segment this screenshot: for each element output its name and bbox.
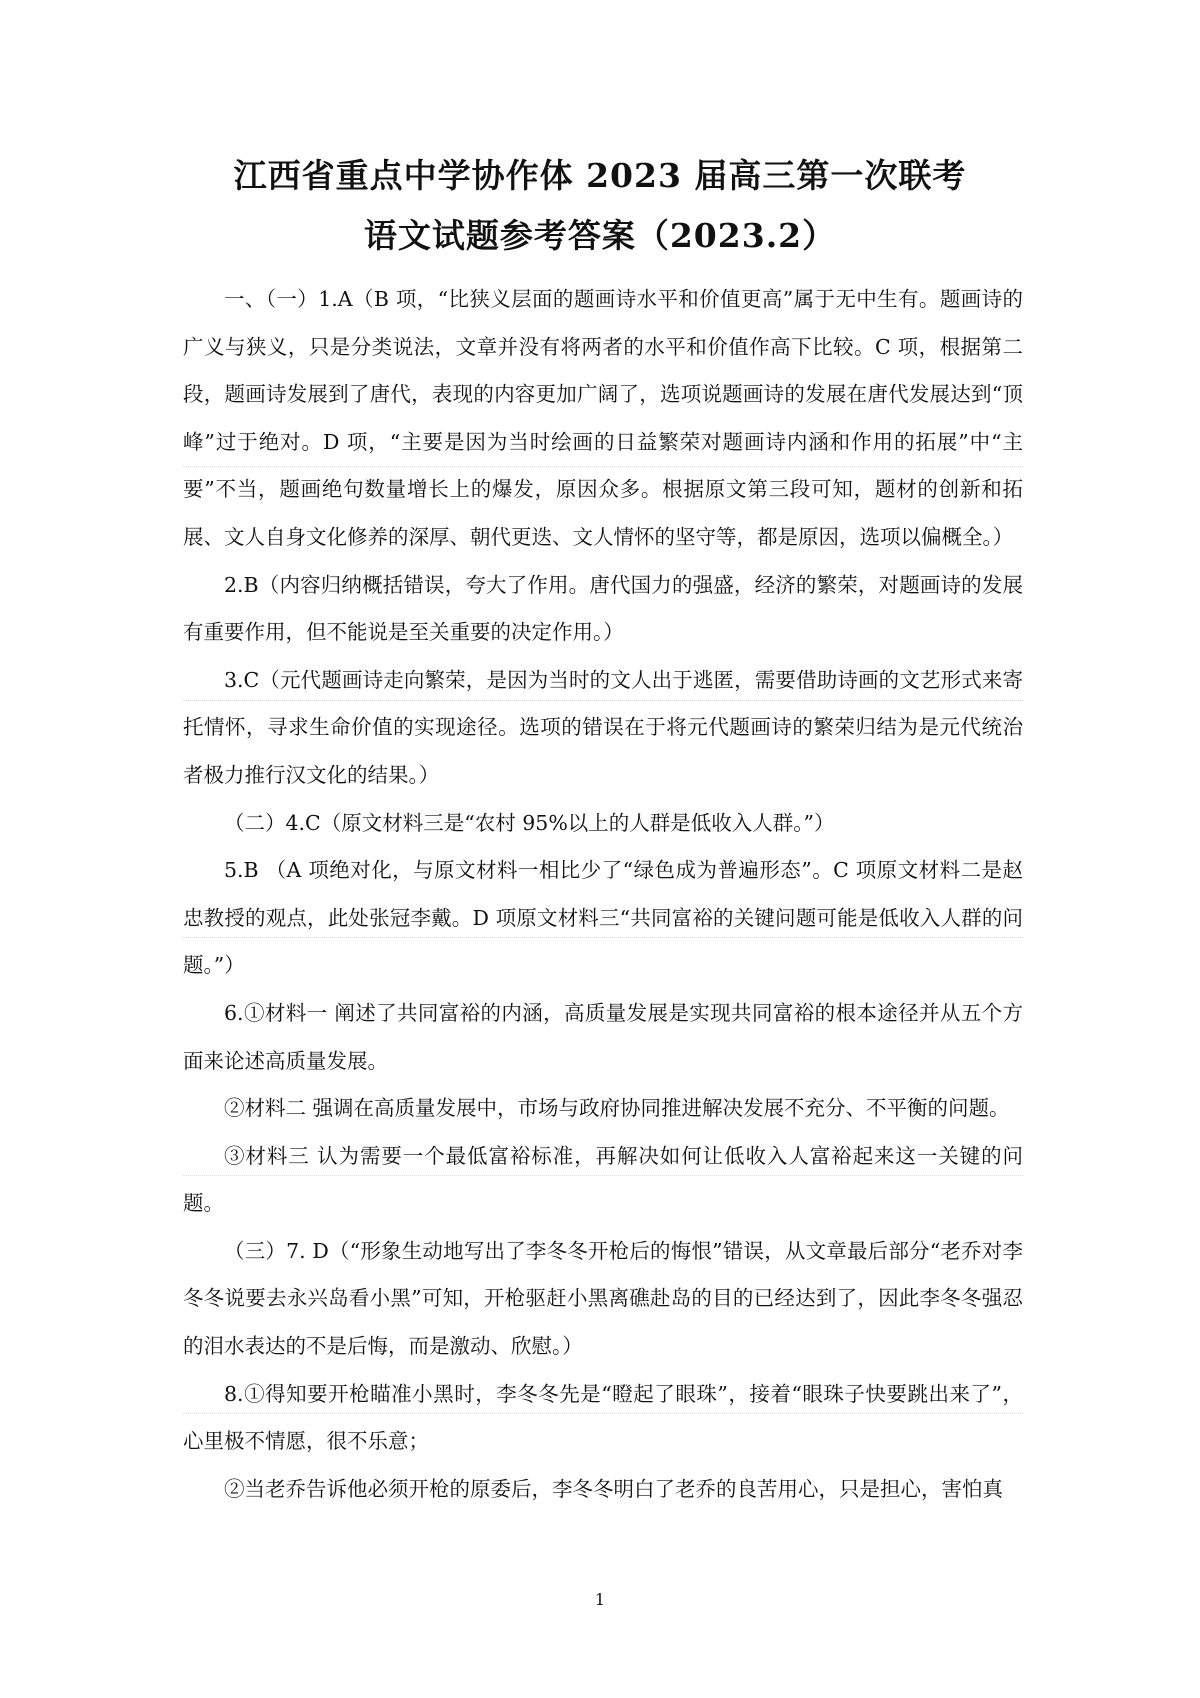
answer-paragraph-6: 6.①材料一 阐述了共同富裕的内涵，高质量发展是实现共同富裕的根本途径并从五个方面来论述高质量发展。 — [183, 1000, 1023, 1073]
document-subtitle: 语文试题参考答案（2023.2） — [363, 216, 837, 255]
dotted-divider — [183, 1175, 1023, 1176]
answer-paragraph-5: 5.B （A 项绝对化，与原文材料一相比少了“绿色成为普遍形态”。C 项原文材料二是赵忠教授的观点，此处张冠李戴。D 项原文材料三“共同富裕的关键问题可能是低收入人群的问题。”） — [183, 858, 1023, 978]
dotted-divider — [183, 1413, 1023, 1414]
document-title: 江西省重点中学协作体 2023 届高三第一次联考 — [233, 156, 967, 195]
answer-paragraph-7: ②材料二 强调在高质量发展中，市场与政府协同推进解决发展不充分、不平衡的问题。 — [224, 1096, 1010, 1121]
dotted-divider — [183, 466, 1023, 467]
answer-paragraph-11: ②当老乔告诉他必须开枪的原委后，李冬冬明白了老乔的良苦用心，只是担心，害怕真 — [224, 1476, 1003, 1501]
dotted-divider — [183, 700, 1023, 701]
answer-paragraph-1: 一、（一）1.A（B 项，“比狭义层面的题画诗水平和价值更高”属于无中生有。题画诗的广义与狭义，只是分类说法，文章并没有将两者的水平和价值作高下比较。C 项，根据第二段，题画诗发展到了唐代，表现的内容更加广阔了，选项说题画诗的发展在唐代发展达到“顶峰”过于绝对。D 项，“主要是因为当时绘画的日益繁荣对题画诗内涵和作用的拓展”中“主要”不当，题画绝句数量增长上的爆发，原因众多。根据原文第三段可知，题材的创新和拓展、文人自身文化修养的深厚、朝代更迭、文人情怀的坚守等，都是原因，选项以偏概全。） — [183, 287, 1023, 549]
answer-paragraph-10: 8.①得知要开枪瞄准小黑时，李冬冬先是“瞪起了眼珠”，接着“眼珠子快要跳出来了”，心里极不情愿，很不乐意； — [183, 1381, 1023, 1454]
page-number: 1 — [594, 1590, 606, 1609]
answer-body — [183, 276, 1023, 1513]
answer-paragraph-2: 2.B（内容归纳概括错误，夸大了作用。唐代国力的强盛，经济的繁荣，对题画诗的发展有重要作用，但不能说是至关重要的决定作用。） — [183, 572, 1023, 645]
answer-paragraph-8: ③材料三 认为需要一个最低富裕标准，再解决如何让低收入人富裕起来这一关键的问题。 — [183, 1143, 1023, 1216]
answer-paragraph-3: 3.C（元代题画诗走向繁荣，是因为当时的文人出于逃匿，需要借助诗画的文艺形式来寄托情怀，寻求生命价值的实现途径。选项的错误在于将元代题画诗的繁荣归结为是元代统治者极力推行汉文化的结果。） — [183, 667, 1023, 787]
dotted-divider — [183, 937, 1023, 938]
answer-paragraph-4: （二）4.C（原文材料三是“农村 95%以上的人群是低收入人群。”） — [224, 810, 835, 835]
answer-paragraph-9: （三）7. D（“形象生动地写出了李冬冬开枪后的悔恨”错误，从文章最后部分“老乔对李冬冬说要去永兴岛看小黑”可知，开枪驱赶小黑离礁赴岛的目的已经达到了，因此李冬冬强忍的泪水表达的不是后悔，而是激动、欣慰。） — [183, 1238, 1023, 1359]
